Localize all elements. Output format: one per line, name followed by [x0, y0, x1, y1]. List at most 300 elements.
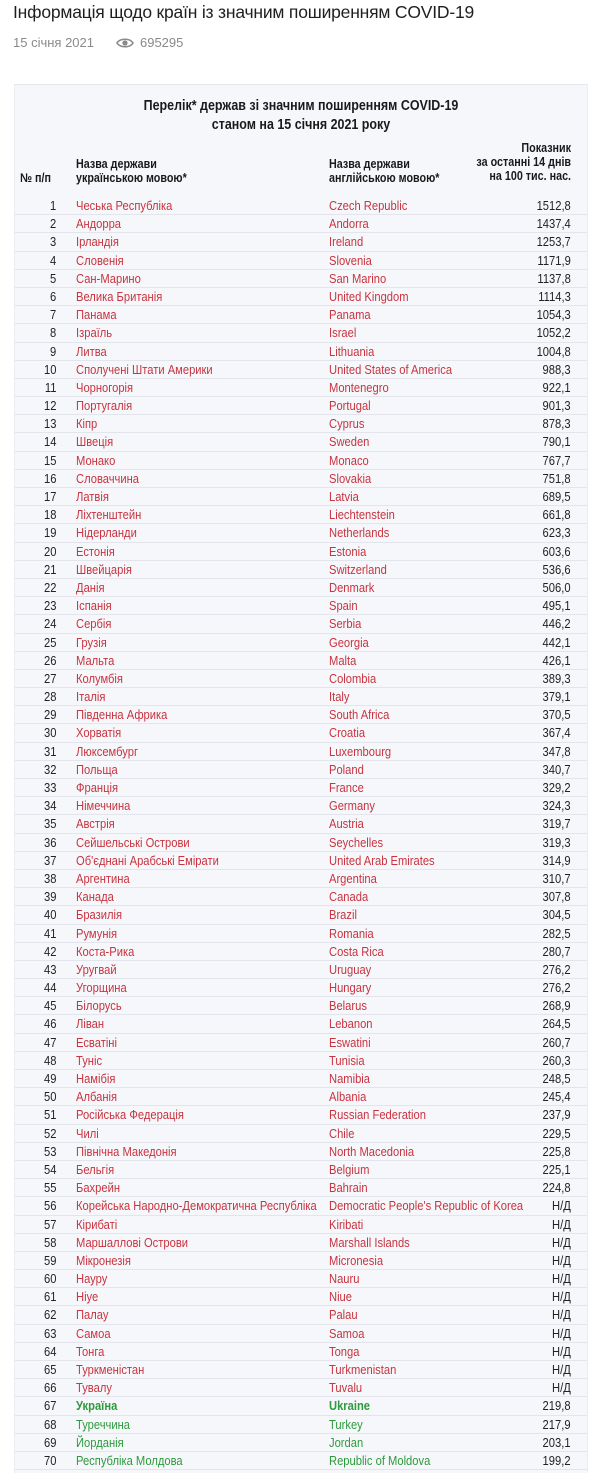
row-number: 41	[43, 925, 56, 941]
country-name-ua: Ізраїль	[76, 325, 113, 341]
country-name-en: Netherlands	[329, 525, 390, 541]
country-name-ua: Польща	[76, 761, 118, 777]
country-name-ua: Мальта	[76, 652, 115, 668]
country-name-ua: Люксембург	[76, 743, 139, 759]
row-number: 27	[43, 670, 56, 686]
incidence-value: 1437,4	[536, 216, 571, 232]
incidence-value: 1054,3	[536, 307, 571, 323]
row-number: 14	[43, 434, 56, 450]
table-row	[15, 1015, 587, 1033]
incidence-value: 661,8	[543, 507, 571, 523]
country-name-en: Nauru	[329, 1271, 360, 1287]
incidence-value: 245,4	[543, 1089, 571, 1105]
incidence-value: 495,1	[543, 598, 571, 614]
incidence-value: 260,3	[543, 1052, 571, 1068]
row-number: 39	[43, 889, 56, 905]
header-ua-name: Назва держави українською мовою*	[76, 157, 187, 185]
incidence-value: Н/Д	[552, 1198, 571, 1214]
row-number: 32	[43, 761, 56, 777]
incidence-value: 370,5	[543, 707, 571, 723]
table-row	[15, 579, 587, 597]
incidence-value: 280,7	[543, 943, 571, 959]
country-name-ua: Нідерланди	[76, 525, 137, 541]
incidence-value: Н/Д	[552, 1380, 571, 1396]
country-name-en: Brazil	[329, 907, 357, 923]
table-row	[15, 688, 587, 706]
row-number: 35	[43, 816, 56, 832]
row-number: 61	[43, 1289, 56, 1305]
table-row	[15, 415, 587, 433]
incidence-value: Н/Д	[552, 1271, 571, 1287]
country-name-ua: Тувалу	[76, 1380, 112, 1396]
incidence-value: 264,5	[543, 1016, 571, 1032]
row-number: 11	[44, 379, 56, 395]
table-row	[15, 779, 587, 797]
incidence-value: 367,4	[543, 725, 571, 741]
row-number: 33	[43, 780, 56, 795]
row-number: 55	[43, 1180, 56, 1196]
table-row	[15, 452, 587, 470]
country-name-ua: Сполучені Штати Америки	[76, 361, 213, 377]
table-row	[15, 343, 587, 361]
incidence-value: 506,0	[543, 579, 571, 595]
country-name-ua: Франція	[76, 780, 119, 795]
country-name-en: Argentina	[329, 870, 377, 886]
country-name-en: Estonia	[329, 543, 367, 559]
country-name-ua: Сан-Марино	[76, 270, 141, 286]
country-name-ua: Албанія	[76, 1089, 118, 1105]
country-name-en: Seychelles	[329, 834, 384, 850]
country-name-en: Andorra	[329, 216, 369, 232]
country-name-en: Kiribati	[329, 1216, 364, 1232]
row-number: 51	[43, 1107, 56, 1123]
row-number: 29	[43, 707, 56, 723]
country-name-ua: Уругвай	[76, 961, 117, 977]
country-name-ua: Науру	[76, 1271, 108, 1287]
table-row	[15, 1306, 587, 1324]
incidence-value: 878,3	[543, 416, 571, 432]
country-name-ua: Туркменістан	[76, 1362, 145, 1377]
row-number: 23	[43, 598, 56, 614]
country-name-en: Croatia	[329, 725, 366, 741]
country-name-ua: Швейцарія	[76, 561, 132, 577]
country-name-ua: Чилі	[76, 1125, 99, 1141]
incidence-value: Н/Д	[552, 1325, 571, 1341]
country-name-ua: Республіка Молдова	[76, 1452, 183, 1468]
incidence-value: 199,2	[543, 1452, 571, 1468]
table-row	[15, 197, 587, 215]
country-name-en: Colombia	[329, 670, 377, 686]
country-name-ua: Сейшельські Острови	[76, 834, 190, 850]
row-number: 37	[43, 852, 56, 868]
country-name-en: Micronesia	[329, 1252, 384, 1268]
country-name-ua: Чеська Республіка	[76, 198, 173, 213]
article-meta	[13, 35, 183, 50]
country-name-ua: Латвія	[76, 489, 109, 504]
row-number: 3	[49, 234, 56, 250]
row-number: 16	[43, 470, 56, 486]
incidence-value: 248,5	[543, 1071, 571, 1086]
row-number: 24	[43, 616, 56, 632]
table-row	[15, 1034, 587, 1052]
table-row	[15, 1397, 587, 1415]
table-row	[15, 561, 587, 579]
country-name-ua: Португалія	[76, 398, 133, 414]
incidence-value: 426,1	[543, 652, 571, 668]
incidence-value: 310,7	[543, 870, 571, 886]
country-name-ua: Російська Федерація	[76, 1107, 184, 1123]
country-name-ua: Туніс	[76, 1052, 103, 1068]
table-row	[15, 1070, 587, 1088]
country-name-ua: Південна Африка	[76, 707, 168, 723]
country-name-en: Marshall Islands	[329, 1234, 410, 1250]
country-name-en: Cyprus	[329, 416, 365, 432]
table-row	[15, 233, 587, 251]
row-number: 17	[43, 489, 56, 504]
table-row	[15, 1270, 587, 1288]
row-number: 20	[43, 543, 56, 559]
table-row	[15, 1143, 587, 1161]
incidence-value: 389,3	[543, 670, 571, 686]
row-number: 40	[43, 907, 56, 923]
country-name-en: United Kingdom	[329, 288, 409, 304]
country-name-en: Niue	[329, 1289, 353, 1305]
country-name-ua: Велика Британія	[76, 288, 163, 304]
incidence-value: Н/Д	[552, 1252, 571, 1268]
table-row	[15, 1434, 587, 1452]
incidence-value: Н/Д	[552, 1362, 571, 1377]
country-name-en: Turkmenistan	[329, 1362, 397, 1377]
row-number: 65	[43, 1362, 56, 1377]
incidence-value: 268,9	[543, 998, 571, 1014]
header-indicator: Показник за останні 14 днів на 100 тис. нас.	[476, 141, 571, 183]
header-en-name: Назва держави англійською мовою*	[329, 157, 440, 185]
table-row	[15, 306, 587, 324]
country-name-en: Panama	[329, 307, 371, 323]
country-name-en: Germany	[329, 798, 375, 814]
table-row	[15, 270, 587, 288]
country-name-ua: Словенія	[76, 252, 124, 268]
country-name-en: Monaco	[329, 452, 369, 468]
country-name-en: France	[329, 780, 364, 795]
table-row	[15, 324, 587, 342]
row-number: 1	[49, 198, 56, 213]
country-name-ua: Іспанія	[76, 598, 112, 614]
incidence-value: 229,5	[543, 1125, 571, 1141]
country-name-ua: Палау	[76, 1307, 109, 1323]
country-name-ua: Хорватія	[76, 725, 122, 741]
country-name-en: Luxembourg	[329, 743, 392, 759]
row-number: 69	[43, 1434, 56, 1450]
incidence-value: Н/Д	[552, 1234, 571, 1250]
country-name-ua: Ніуе	[76, 1289, 99, 1305]
country-name-ua: Данія	[76, 579, 105, 595]
table-row	[15, 706, 587, 724]
country-name-en: Palau	[329, 1307, 358, 1323]
row-number: 26	[43, 652, 56, 668]
row-number: 2	[49, 216, 56, 232]
country-name-en: Malta	[329, 652, 357, 668]
row-number: 46	[43, 1016, 56, 1032]
incidence-value: 1052,2	[536, 325, 571, 341]
row-number: 18	[43, 507, 56, 523]
row-number: 25	[43, 634, 56, 650]
table-row	[15, 615, 587, 633]
incidence-value: 237,9	[543, 1107, 571, 1123]
table-row	[15, 1452, 587, 1470]
country-name-en: Romania	[329, 925, 374, 941]
incidence-value: 319,7	[543, 816, 571, 832]
table-row	[15, 1234, 587, 1252]
country-name-en: Sweden	[329, 434, 370, 450]
document-title-line2: станом на 15 січня 2021 року	[211, 117, 391, 133]
row-number: 36	[43, 834, 56, 850]
table-row	[15, 597, 587, 615]
incidence-value: 446,2	[543, 616, 571, 632]
country-name-en: Chile	[329, 1125, 355, 1141]
row-number: 62	[43, 1307, 56, 1323]
country-name-en: Russian Federation	[329, 1107, 426, 1123]
table-row	[15, 925, 587, 943]
row-number: 48	[43, 1052, 56, 1068]
incidence-value: 225,8	[543, 1143, 571, 1159]
incidence-value: 1004,8	[536, 343, 571, 359]
incidence-value: 340,7	[543, 761, 571, 777]
country-name-en: Republic of Moldova	[329, 1452, 431, 1468]
table-row	[15, 524, 587, 542]
country-name-ua: Есватіні	[76, 1034, 117, 1050]
country-name-en: Georgia	[329, 634, 369, 650]
country-name-ua: Румунія	[76, 925, 118, 941]
table-row	[15, 906, 587, 924]
country-name-ua: Україна	[76, 1398, 118, 1414]
row-number: 67	[43, 1398, 56, 1414]
country-name-ua: Андорра	[76, 216, 122, 232]
row-number: 70	[43, 1452, 56, 1468]
incidence-value: 442,1	[543, 634, 571, 650]
row-number: 66	[43, 1380, 56, 1396]
incidence-value: Н/Д	[552, 1216, 571, 1232]
table-row	[15, 961, 587, 979]
table-row	[15, 1179, 587, 1197]
country-name-ua: Ліван	[76, 1016, 105, 1032]
country-name-ua: Коста-Рика	[76, 943, 135, 959]
country-name-en: Lithuania	[329, 343, 375, 359]
row-number: 38	[43, 870, 56, 886]
country-name-ua: Тонга	[76, 1343, 105, 1359]
table-row	[15, 870, 587, 888]
country-name-ua: Монако	[76, 452, 116, 468]
country-name-ua: Колумбія	[76, 670, 123, 686]
country-name-en: United States of America	[329, 361, 453, 377]
country-name-en: Denmark	[329, 579, 375, 595]
table-row	[15, 1125, 587, 1143]
table-row	[15, 943, 587, 961]
table-row	[15, 743, 587, 761]
incidence-value: 689,5	[543, 489, 571, 504]
row-number: 9	[49, 343, 56, 359]
incidence-value: 1114,3	[538, 288, 571, 304]
table-row	[15, 433, 587, 451]
incidence-value: 347,8	[543, 743, 571, 759]
incidence-value: 623,3	[543, 525, 571, 541]
row-number: 59	[43, 1252, 56, 1268]
table-row	[15, 888, 587, 906]
row-number: 49	[43, 1071, 56, 1086]
incidence-value: 1137,8	[537, 270, 571, 286]
table-row	[15, 1161, 587, 1179]
incidence-value: 603,6	[543, 543, 571, 559]
country-name-en: Switzerland	[329, 561, 387, 577]
table-row	[15, 1088, 587, 1106]
country-name-en: Poland	[329, 761, 364, 777]
document-title-line1: Перелік* держав зі значним поширенням COVID-19	[143, 98, 459, 114]
country-name-en: Liechtenstein	[329, 507, 395, 523]
table-row	[15, 1197, 587, 1215]
incidence-value: 1512,8	[536, 198, 571, 213]
row-number: 63	[43, 1325, 56, 1341]
country-name-en: Italy	[329, 689, 350, 705]
country-name-en: Democratic People's Republic of Korea	[329, 1198, 524, 1214]
table-row	[15, 670, 587, 688]
country-name-ua: Об'єднані Арабські Емірати	[76, 852, 219, 868]
country-name-ua: Туреччина	[76, 1416, 131, 1432]
header-number: № п/п	[20, 171, 51, 185]
table-row	[15, 288, 587, 306]
country-name-ua: Ірландія	[76, 234, 119, 250]
country-name-ua: Мікронезія	[76, 1252, 131, 1268]
country-name-en: Hungary	[329, 980, 372, 996]
incidence-value: 282,5	[543, 925, 571, 941]
country-name-ua: Намібія	[76, 1071, 116, 1086]
row-number: 53	[43, 1143, 56, 1159]
table-row	[15, 1361, 587, 1379]
table-row	[15, 252, 587, 270]
country-name-en: Bahrain	[329, 1180, 368, 1196]
table-row	[15, 979, 587, 997]
incidence-value: 329,2	[543, 780, 571, 795]
eye-icon	[116, 37, 134, 49]
row-number: 28	[43, 689, 56, 705]
table-row	[15, 724, 587, 742]
country-name-en: Costa Rica	[329, 943, 384, 959]
incidence-value: 224,8	[543, 1180, 571, 1196]
country-name-en: Spain	[329, 598, 358, 614]
country-name-en: Austria	[329, 816, 364, 832]
incidence-value: 319,3	[543, 834, 571, 850]
incidence-value: 307,8	[543, 889, 571, 905]
table-row	[15, 543, 587, 561]
country-name-ua: Білорусь	[76, 998, 122, 1014]
row-number: 52	[43, 1125, 56, 1141]
country-name-ua: Грузія	[76, 634, 107, 650]
row-number: 4	[49, 252, 56, 268]
country-name-ua: Канада	[76, 889, 114, 905]
country-name-ua: Литва	[76, 343, 107, 359]
table-row	[15, 506, 587, 524]
row-number: 34	[43, 798, 56, 814]
country-name-en: Czech Republic	[329, 198, 408, 213]
views-count: 695295	[139, 35, 184, 50]
country-name-ua: Аргентина	[76, 870, 130, 886]
row-number: 10	[43, 361, 56, 377]
country-name-en: United Arab Emirates	[329, 852, 435, 868]
incidence-value: 225,1	[543, 1161, 571, 1177]
table-row	[15, 1216, 587, 1234]
incidence-value: 260,7	[543, 1034, 571, 1050]
country-name-en: San Marino	[329, 270, 387, 286]
row-number: 42	[43, 943, 56, 959]
row-number: 8	[49, 325, 56, 341]
row-number: 13	[43, 416, 56, 432]
incidence-value: 790,1	[543, 434, 571, 450]
country-name-en: Tuvalu	[329, 1380, 363, 1396]
country-name-ua: Бахрейн	[76, 1180, 121, 1196]
row-number: 54	[43, 1161, 56, 1177]
country-name-ua: Бельгія	[76, 1161, 115, 1177]
incidence-value: Н/Д	[552, 1289, 571, 1305]
country-name-en: Ireland	[329, 234, 364, 250]
country-name-en: North Macedonia	[329, 1143, 415, 1159]
country-name-en: Samoa	[329, 1325, 365, 1341]
incidence-value: 767,7	[543, 452, 571, 468]
row-number: 47	[43, 1034, 56, 1050]
incidence-value: 314,9	[543, 852, 571, 868]
table-row	[15, 815, 587, 833]
incidence-value: 751,8	[543, 470, 571, 486]
table-row	[15, 652, 587, 670]
country-name-en: Turkey	[329, 1416, 363, 1432]
country-name-ua: Ліхтенштейн	[76, 507, 142, 523]
country-name-ua: Австрія	[76, 816, 115, 832]
row-number: 31	[43, 743, 56, 759]
country-name-ua: Північна Македонія	[76, 1143, 177, 1159]
country-name-ua: Кіпр	[76, 416, 98, 432]
incidence-value: 922,1	[543, 379, 571, 395]
table-row	[15, 1288, 587, 1306]
table-row	[15, 997, 587, 1015]
row-number: 50	[43, 1089, 56, 1105]
row-number: 19	[43, 525, 56, 541]
country-name-ua: Угорщина	[76, 980, 127, 996]
country-name-ua: Бразилія	[76, 907, 123, 923]
row-number: 44	[43, 980, 56, 996]
country-name-ua: Естонія	[76, 543, 115, 559]
incidence-value: 219,8	[543, 1398, 571, 1414]
country-name-en: Namibia	[329, 1071, 371, 1086]
country-name-ua: Самоа	[76, 1325, 111, 1341]
table-row	[15, 1106, 587, 1124]
incidence-value: 276,2	[543, 961, 571, 977]
country-name-ua: Йорданія	[76, 1434, 124, 1450]
country-name-ua: Чорногорія	[76, 379, 134, 395]
country-name-ua: Кірибаті	[76, 1216, 118, 1232]
table-row	[15, 761, 587, 779]
incidence-value: 988,3	[543, 361, 571, 377]
incidence-value: 1171,9	[537, 252, 571, 268]
row-number: 64	[43, 1343, 56, 1359]
publish-date: 15 січня 2021	[13, 35, 94, 50]
country-name-en: Montenegro	[329, 379, 389, 395]
row-number: 56	[43, 1198, 56, 1214]
table-row	[15, 834, 587, 852]
incidence-value: Н/Д	[552, 1307, 571, 1323]
country-name-en: Uruguay	[329, 961, 372, 977]
table-row	[15, 488, 587, 506]
country-name-ua: Сербія	[76, 616, 112, 632]
table-row	[15, 397, 587, 415]
row-number: 21	[43, 561, 56, 577]
